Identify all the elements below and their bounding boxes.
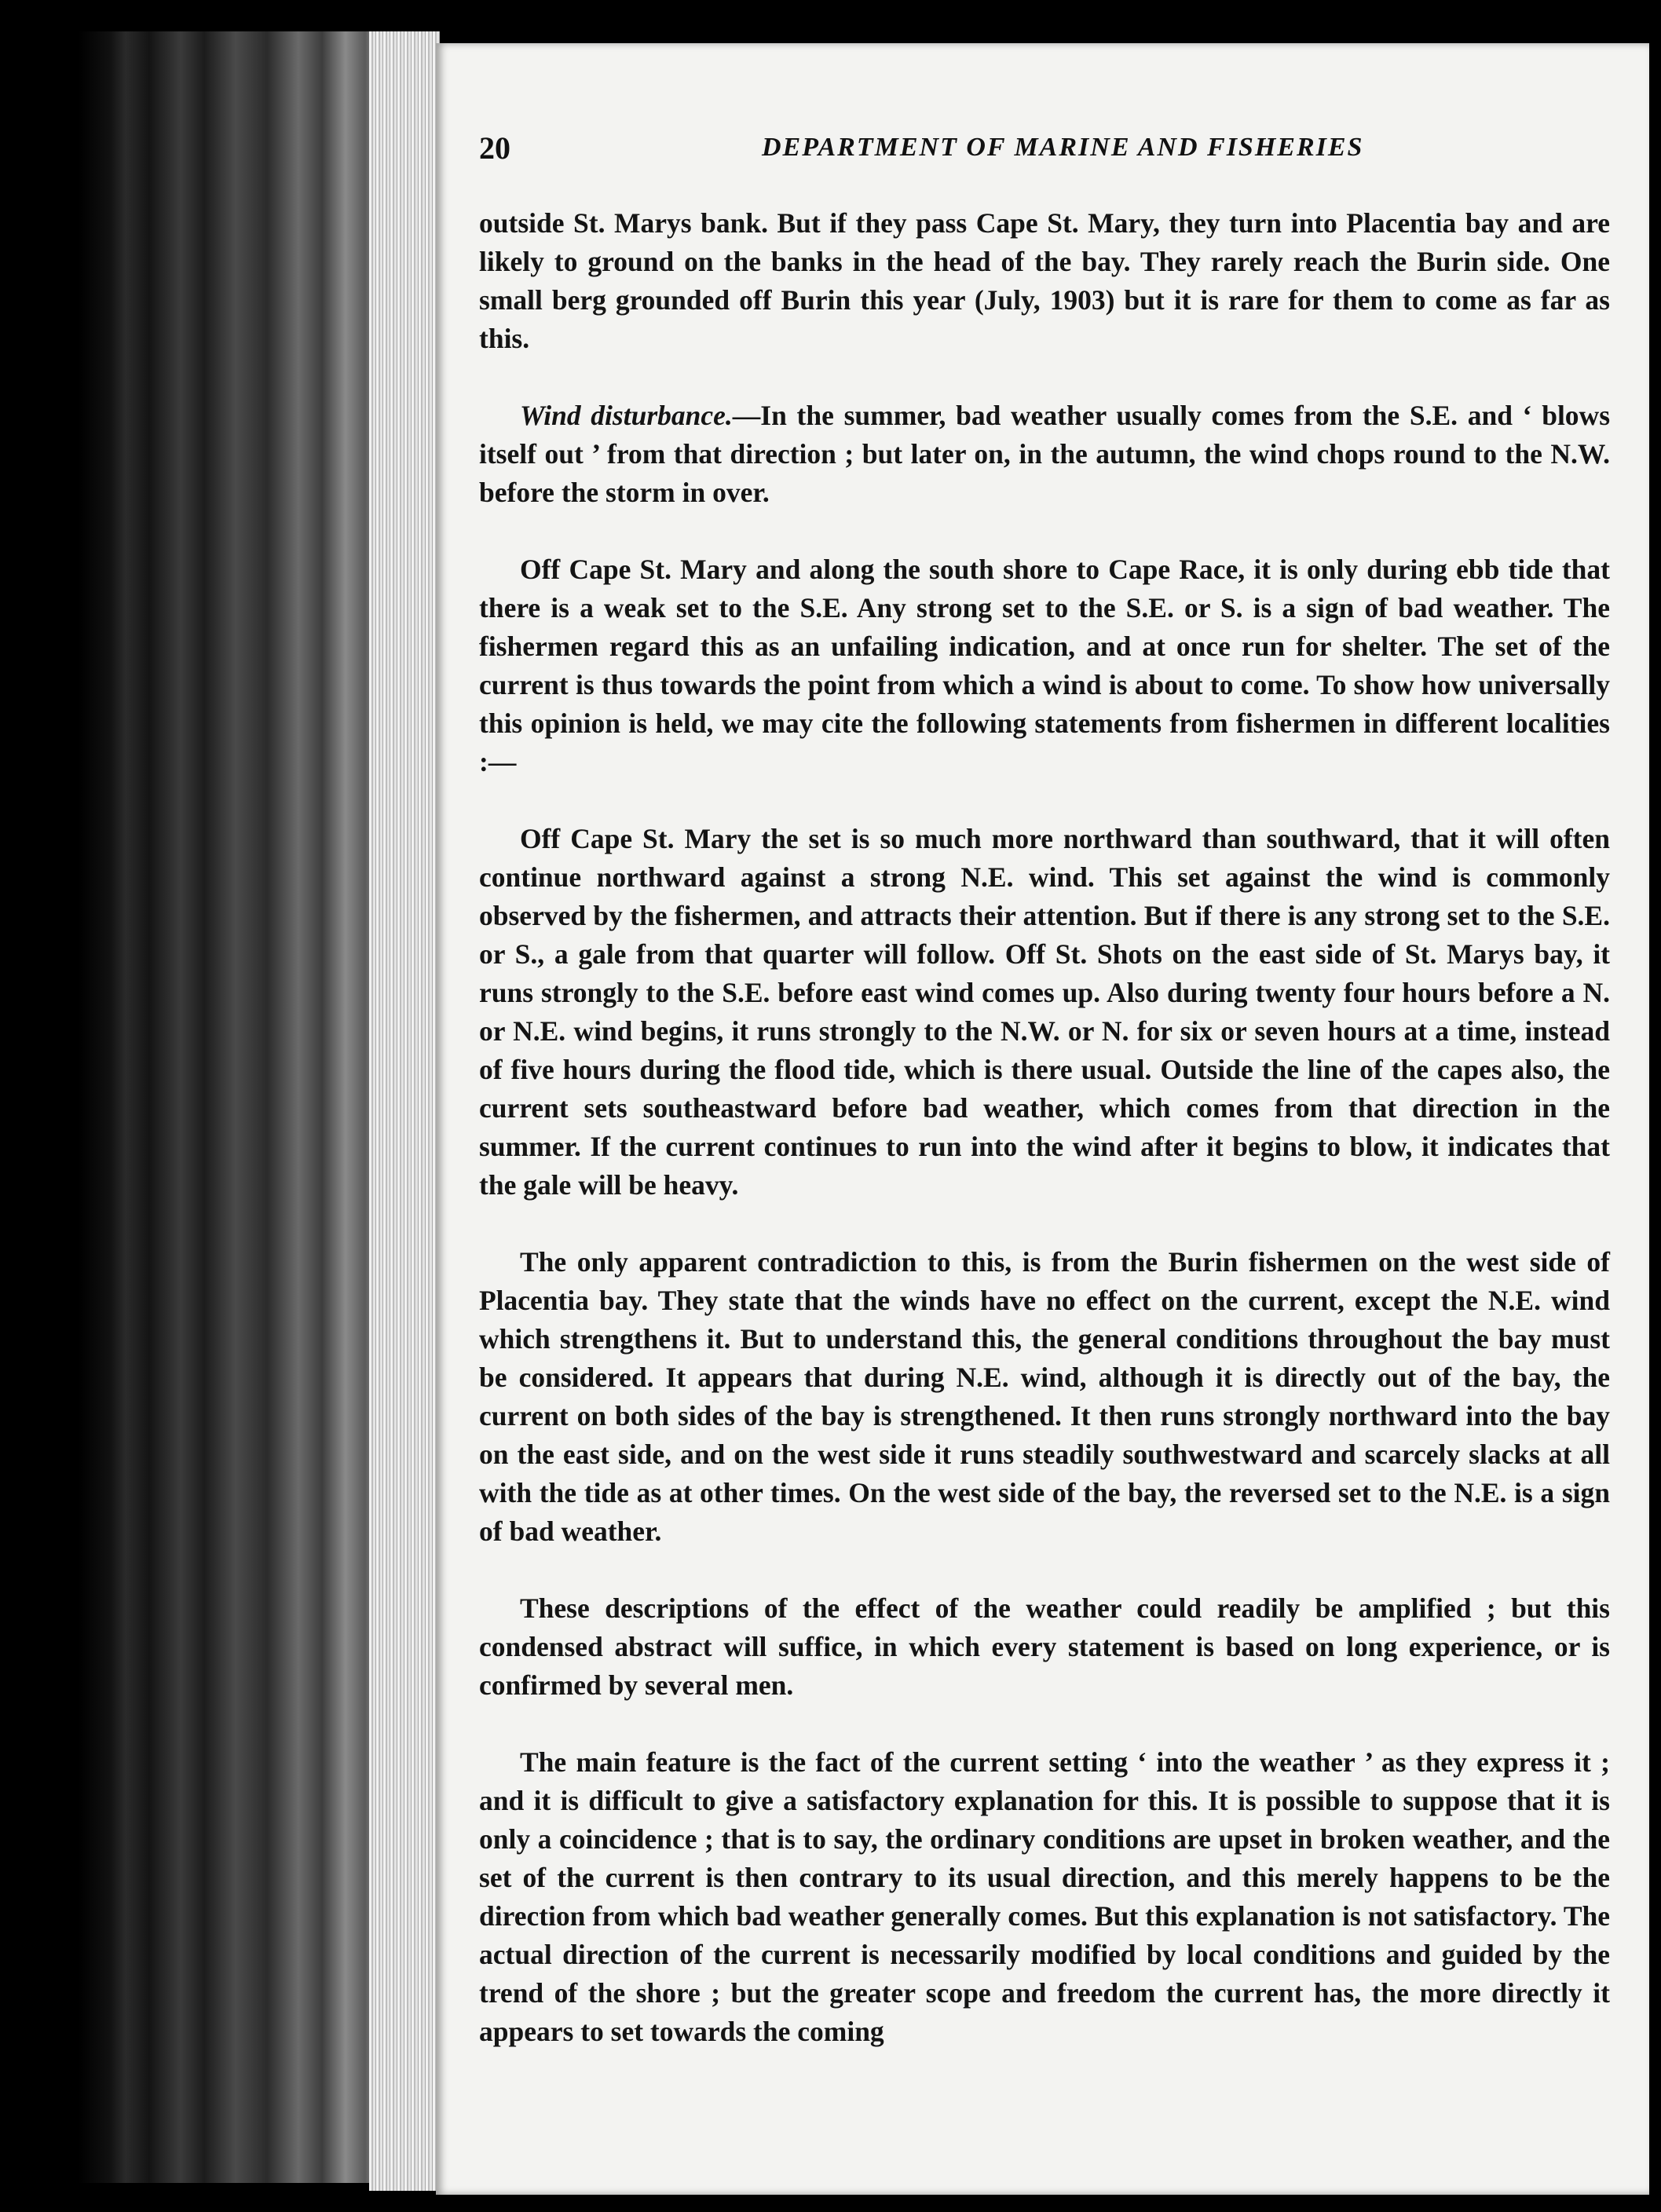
paragraph-1 [479, 204, 1610, 358]
paragraph-text: outside St. Marys bank. But if they pass Cape St. Mary, they turn into Placentia bay and are likely to ground on the banks in the head of the bay. They rarely reach the Burin side. One small berg grounded off Burin this year (July, 1903) but it is rare for them to come as far as this. [479, 207, 1610, 354]
paragraph-7 [479, 1743, 1610, 2051]
paragraph-3 [479, 550, 1610, 781]
body-text [479, 204, 1610, 2090]
page-number: 20 [479, 130, 510, 166]
page-header [479, 130, 1610, 177]
paragraph-text: The main feature is the fact of the current setting ‘ into the weather ’ as they express it ; and it is difficult to give a satisfactory explanation for this. It is possible to suppose that it is only a coincidence ; that is to say, the ordinary conditions are upset in broken weather, and the set of the current is then contrary to its usual direction, and this merely happens to be the direction from which bad weather generally comes. But this explanation is not satisfactory. The actual direction of the current is necessarily modified by local conditions and guided by the trend of the shore ; but the greater scope and freedom the current has, the more directly it appears to set towards the coming [479, 1746, 1610, 2047]
paragraph-text: —In the summer, bad weather usually comes from the S.E. and ‘ blows itself out ’ from that direction ; but later on, in the autumn, the wind chops round to the N.W. before the storm in over. [479, 400, 1611, 508]
paragraph-5 [479, 1243, 1610, 1551]
paragraph-2 [479, 397, 1610, 512]
paragraph-text: The only apparent contradiction to this, is from the Burin fishermen on the west side of Placentia bay. They state that the winds have no effect on the current, except the N.E. wind which strengthens it. But to understand this, the general conditions throughout the bay must be considered. It appears that during N.E. wind, although it is directly out of the bay, the current on both sides of the bay is strengthened. It then runs strongly northward into the bay on the east side, and on the west side it runs steadily southwestward and scarcely slacks at all with the tide as at other times. On the west side of the bay, the reversed set to the N.E. is a sign of bad weather. [479, 1246, 1610, 1547]
paragraph-text: These descriptions of the effect of the weather could readily be amplified ; but this condensed abstract will suffice, in which every statement is based on long experience, or is confirmed by several men. [479, 1592, 1610, 1701]
paragraph-lead: Wind disturbance. [520, 400, 733, 431]
page-stack [369, 31, 440, 2191]
paragraph-text: Off Cape St. Mary the set is so much more northward than southward, that it will often continue northward against a strong N.E. wind. This set against the wind is commonly observed by the fishermen, and attracts their attention. But if there is any strong set to the S.E. or S., a gale from that quarter will follow. Off St. Shots on the east side of St. Marys bay, it runs strongly to the S.E. before east wind comes up. Also during twenty four hours before a N. or N.E. wind begins, it runs strongly to the N.W. or N. for six or seven hours at a time, instead of five hours during the flood tide, which is there usual. Outside the line of the capes also, the current sets southeastward before bad weather, which comes from that direction in the summer. If the current continues to run into the wind after it begins to blow, it indicates that the gale will be heavy. [479, 823, 1610, 1201]
paragraph-6 [479, 1589, 1610, 1705]
paragraph-4 [479, 820, 1610, 1205]
running-head: DEPARTMENT OF MARINE AND FISHERIES [762, 133, 1364, 162]
document-page [436, 43, 1649, 2195]
paragraph-text: Off Cape St. Mary and along the south shore to Cape Race, it is only during ebb tide that there is a weak set to the S.E. Any strong set to the S.E. or S. is a sign of bad weather. The fishermen regard this as an unfailing indication, and at once run for shelter. The set of the current is thus towards the point from which a wind is about to come. To show how universally this opinion is held, we may cite the following statements from fishermen in different localities :— [479, 554, 1610, 777]
